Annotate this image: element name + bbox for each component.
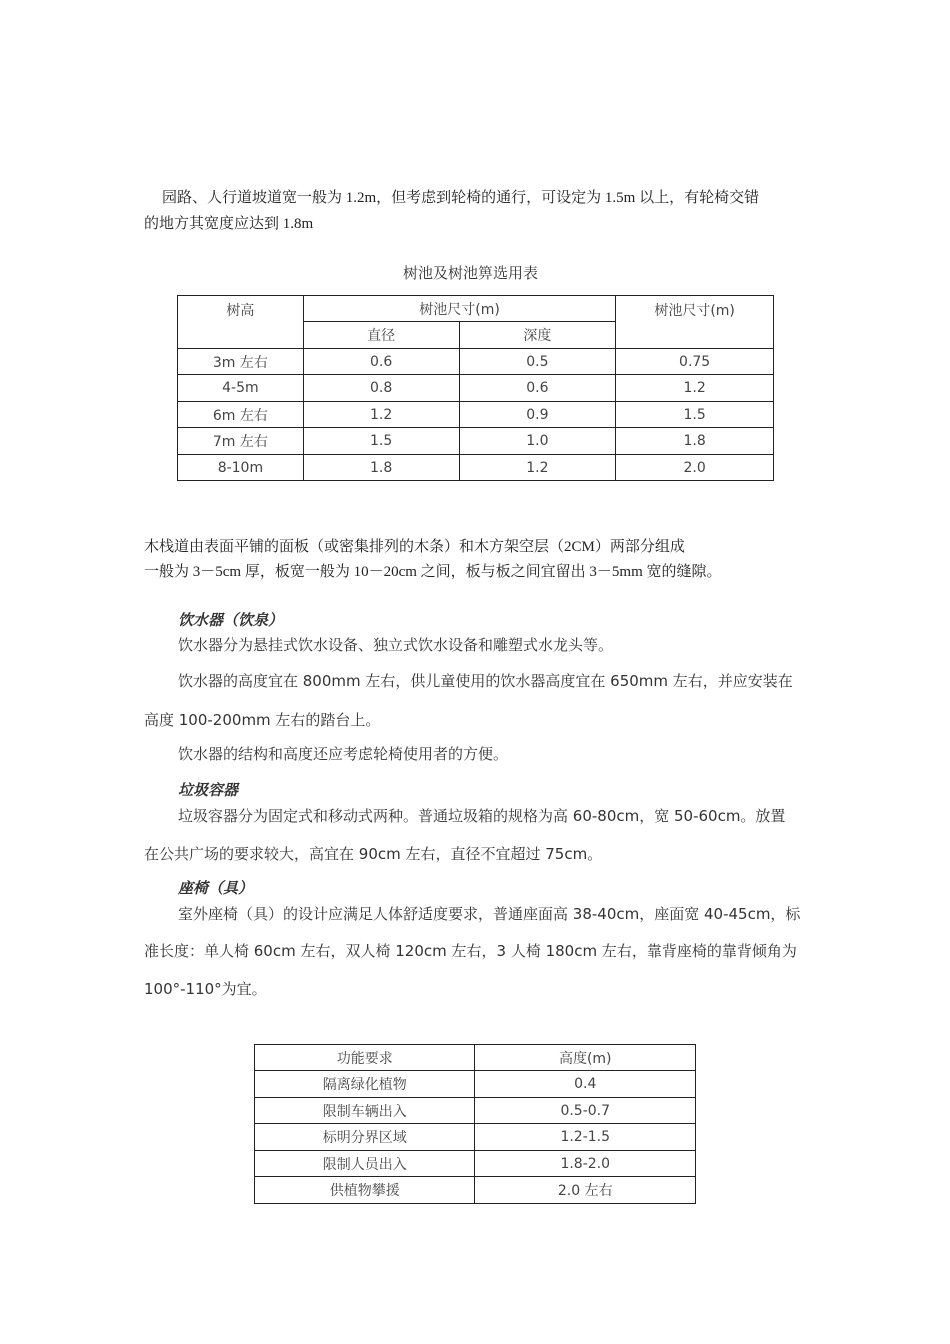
- cell-height: 3m 左右: [178, 349, 304, 375]
- cell-grate: 2.0: [616, 455, 774, 481]
- cell-height: 1.2-1.5: [475, 1124, 696, 1151]
- cell-height: 8-10m: [178, 455, 304, 481]
- table-row: [255, 1124, 696, 1151]
- fountain-heading: 饮水器（饮泉）: [178, 611, 284, 629]
- cell-height: 0.5-0.7: [475, 1098, 696, 1124]
- cell-height: 6m 左右: [178, 402, 304, 428]
- intro-line-2: 的地方其宽度应达到 1.8m: [144, 216, 314, 232]
- cell-diameter: 0.6: [303, 349, 459, 375]
- seats-line-3: 100°-110°为宜。: [144, 980, 267, 998]
- cell-diameter: 1.8: [303, 455, 459, 481]
- hedge-height-table: [254, 1044, 696, 1204]
- header-height: 高度(m): [475, 1045, 696, 1071]
- cell-grate: 1.2: [616, 375, 774, 402]
- tree-pit-table: [177, 295, 774, 481]
- fountain-p2-line-2: 高度 100-200mm 左右的踏台上。: [144, 711, 381, 729]
- header-diameter: 直径: [303, 322, 459, 349]
- cell-diameter: 0.8: [303, 375, 459, 402]
- boardwalk-line-1: 木栈道由表面平铺的面板（或密集排列的木条）和木方架空层（2CM）两部分组成: [144, 539, 685, 555]
- fountain-p1: 饮水器分为悬挂式饮水设备、独立式饮水设备和雕塑式水龙头等。: [178, 636, 614, 654]
- table-row: [255, 1151, 696, 1177]
- cell-function: 隔离绿化植物: [255, 1071, 475, 1098]
- cell-function: 限制车辆出入: [255, 1098, 475, 1124]
- cell-function: 限制人员出入: [255, 1151, 475, 1177]
- cell-grate: 1.5: [616, 402, 774, 428]
- tree-table-caption: 树池及树池箅选用表: [403, 264, 539, 282]
- fountain-p2-line-1: 饮水器的高度宜在 800mm 左右，供儿童使用的饮水器高度宜在 650mm 左右，并应安装在: [178, 672, 793, 690]
- cell-depth: 0.6: [459, 375, 616, 402]
- cell-height: 7m 左右: [178, 428, 304, 455]
- bins-heading: 垃圾容器: [178, 781, 239, 799]
- cell-height: 4-5m: [178, 375, 304, 402]
- cell-grate: 0.75: [616, 349, 774, 375]
- cell-height: 0.4: [475, 1071, 696, 1098]
- table-row: [178, 455, 774, 481]
- seats-line-1: 室外座椅（具）的设计应满足人体舒适度要求，普通座面高 38-40cm，座面宽 40-45cm，标: [178, 905, 801, 923]
- seats-heading: 座椅（具）: [178, 879, 254, 897]
- cell-height: 2.0 左右: [475, 1177, 696, 1204]
- header-grate-size: 树池尺寸(m): [616, 296, 774, 349]
- cell-depth: 1.2: [459, 455, 616, 481]
- table-row: [255, 1177, 696, 1204]
- header-depth: 深度: [459, 322, 616, 349]
- table-row: [178, 349, 774, 375]
- cell-diameter: 1.2: [303, 402, 459, 428]
- boardwalk-line-2: 一般为 3－5cm 厚，板宽一般为 10－20cm 之间，板与板之间宜留出 3－5mm 宽的缝隙。: [144, 564, 722, 580]
- bins-line-1: 垃圾容器分为固定式和移动式两种。普通垃圾箱的规格为高 60-80cm，宽 50-60cm。放置: [178, 807, 786, 825]
- cell-function: 标明分界区域: [255, 1124, 475, 1151]
- cell-grate: 1.8: [616, 428, 774, 455]
- table-row: [255, 1071, 696, 1098]
- table-row: [178, 402, 774, 428]
- table-row: [178, 428, 774, 455]
- fountain-p3: 饮水器的结构和高度还应考虑轮椅使用者的方便。: [178, 745, 509, 763]
- cell-depth: 0.9: [459, 402, 616, 428]
- bins-line-2: 在公共广场的要求较大，高宜在 90cm 左右，直径不宜超过 75cm。: [144, 845, 603, 863]
- seats-line-2: 准长度：单人椅 60cm 左右，双人椅 120cm 左右，3 人椅 180cm 左右，靠背座椅的靠背倾角为: [144, 942, 797, 960]
- cell-depth: 1.0: [459, 428, 616, 455]
- header-tree-height: 树高: [178, 296, 304, 349]
- intro-line-1: 园路、人行道坡道宽一般为 1.2m，但考虑到轮椅的通行，可设定为 1.5m 以上，有轮椅交错: [162, 190, 760, 206]
- table-row: [255, 1098, 696, 1124]
- cell-height: 1.8-2.0: [475, 1151, 696, 1177]
- header-function: 功能要求: [255, 1045, 475, 1071]
- header-pit-size: 树池尺寸(m): [303, 296, 615, 322]
- cell-diameter: 1.5: [303, 428, 459, 455]
- table-row: [178, 375, 774, 402]
- cell-function: 供植物攀援: [255, 1177, 475, 1204]
- cell-depth: 0.5: [459, 349, 616, 375]
